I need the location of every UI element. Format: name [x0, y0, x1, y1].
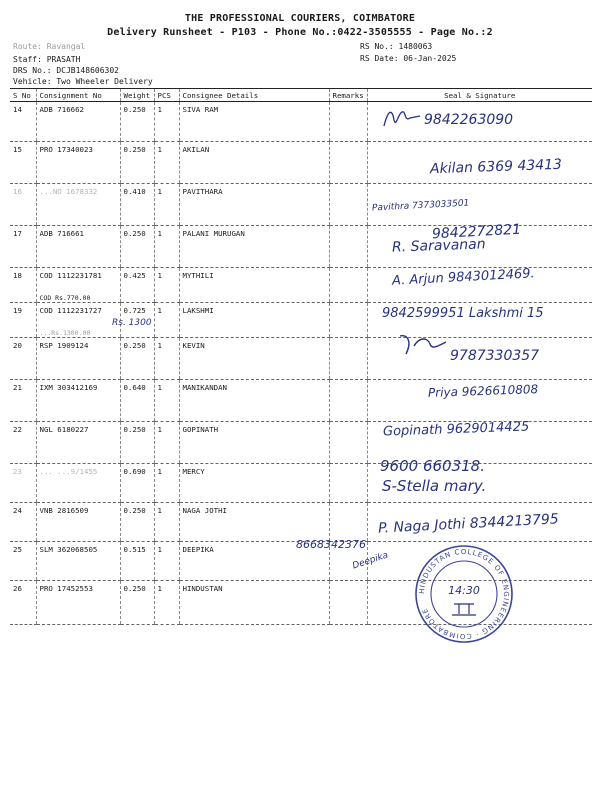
- cell-weight: 0.250: [120, 142, 154, 184]
- cell-signature: [367, 142, 592, 184]
- cell-remarks: [329, 102, 367, 142]
- table-row: [10, 102, 592, 142]
- table-row: [10, 226, 592, 268]
- cell-consignment: [36, 303, 120, 338]
- handwritten-signature: Akilan 6369 43413: [429, 156, 563, 178]
- cell-pcs: 1: [154, 102, 179, 142]
- handwritten-signature: R. Saravanan: [391, 236, 486, 256]
- cell-consignee: NAGA JOTHI: [179, 503, 329, 542]
- handwritten-signature: 9842599951 Lakshmi 15: [382, 306, 544, 321]
- handwritten-phone: 8668342376: [296, 538, 366, 551]
- handwritten-signature: P. Naga Jothi 8344213795: [377, 511, 560, 537]
- cell-pcs: 1: [154, 303, 179, 338]
- cell-consignee: DEEPIKA: [179, 542, 329, 581]
- cell-sno: 19: [10, 303, 36, 338]
- cell-consignment: ...NO 1678332: [36, 184, 120, 226]
- cell-sno: 22: [10, 422, 36, 464]
- cell-consignment: ADB 716661: [36, 226, 120, 268]
- cell-signature: [367, 503, 592, 542]
- col-weight: Weight: [120, 89, 154, 102]
- cell-remarks: [329, 542, 367, 581]
- table-row: [10, 184, 592, 226]
- cell-weight: 0.250: [120, 338, 154, 380]
- cell-weight: 0.250: [120, 581, 154, 625]
- cell-sno: 14: [10, 102, 36, 142]
- cell-pcs: 1: [154, 142, 179, 184]
- cell-pcs: 1: [154, 268, 179, 303]
- cell-signature: [367, 268, 592, 303]
- cell-sno: 23: [10, 464, 36, 503]
- handwritten-signature: S-Stella mary.: [382, 477, 487, 495]
- cell-sno: 26: [10, 581, 36, 625]
- cell-sno: 25: [10, 542, 36, 581]
- cell-consignment: [36, 268, 120, 303]
- signature-scribble: [398, 332, 448, 360]
- table-row: [10, 503, 592, 542]
- cell-remarks: [329, 464, 367, 503]
- cell-consignee: MERCY: [179, 464, 329, 503]
- table-header-row: [10, 89, 592, 102]
- cell-sno: 17: [10, 226, 36, 268]
- rs-number: RS No.: 1480063: [360, 42, 433, 51]
- handwritten-phone: 9600 660318.: [380, 457, 485, 475]
- cod-amount: COD Rs.770.00: [39, 294, 91, 302]
- cell-weight: 0.250: [120, 422, 154, 464]
- cell-remarks: [329, 226, 367, 268]
- table-row: [10, 464, 592, 503]
- cell-pcs: 1: [154, 184, 179, 226]
- handwritten-signature: Deepika: [351, 550, 390, 572]
- col-seal-signature: Seal & Signature: [367, 89, 592, 102]
- col-remarks: Remarks: [329, 89, 367, 102]
- handwritten-signature: Priya 9626610808: [427, 382, 539, 400]
- cell-consignment: IXM 303412169: [36, 380, 120, 422]
- handwritten-phone: 9842263090: [424, 112, 514, 128]
- cell-consignment: PRO 17340023: [36, 142, 120, 184]
- cell-remarks: [329, 303, 367, 338]
- handwritten-signature: Pavithra 7373033501: [371, 198, 470, 214]
- cell-pcs: 1: [154, 503, 179, 542]
- cell-consignment: ... ...9/1455: [36, 464, 120, 503]
- signature-scribble: [382, 106, 422, 132]
- cell-signature: [367, 184, 592, 226]
- cell-consignee: AKILAN: [179, 142, 329, 184]
- cell-consignee: MYTHILI: [179, 268, 329, 303]
- cell-signature: [367, 380, 592, 422]
- cell-sno: 20: [10, 338, 36, 380]
- rs-date: RS Date: 06-Jan-2025: [360, 54, 457, 63]
- cell-consignee: LAKSHMI: [179, 303, 329, 338]
- cell-consignee: HINDUSTAN: [179, 581, 329, 625]
- col-pcs: PCS: [154, 89, 179, 102]
- handwritten-signature: Gopinath 9629014425: [382, 419, 530, 440]
- cell-consignee: SIVA RAM: [179, 102, 329, 142]
- cell-consignment: RSP 1909124: [36, 338, 120, 380]
- cell-weight: 0.250: [120, 226, 154, 268]
- handwritten-phone: 9787330357: [450, 348, 540, 364]
- cell-remarks: [329, 581, 367, 625]
- consignment-number: COD 1112231781: [39, 271, 102, 280]
- cell-consignment: SLM 362068505: [36, 542, 120, 581]
- table-row: [10, 380, 592, 422]
- cod-amount: ...Rs.1300.00: [39, 329, 91, 337]
- cell-weight: 0.425: [120, 268, 154, 303]
- cell-consignment: VNB 2816509: [36, 503, 120, 542]
- cell-consignee: PALANI MURUGAN: [179, 226, 329, 268]
- cell-weight: 0.250: [120, 102, 154, 142]
- cell-weight: 0.690: [120, 464, 154, 503]
- cell-signature: [367, 464, 592, 503]
- company-title: THE PROFESSIONAL COURIERS, COIMBATORE: [184, 13, 416, 24]
- cell-remarks: [329, 503, 367, 542]
- cell-weight: 0.250: [120, 503, 154, 542]
- drs-number: DRS No.: DCJB148606302: [13, 66, 119, 75]
- staff-label: Staff: PRASATH: [13, 55, 81, 64]
- cell-pcs: 1: [154, 464, 179, 503]
- vehicle-label: Vehicle: Two Wheeler Delivery: [13, 77, 153, 86]
- col-consignee: Consignee Details: [179, 89, 329, 102]
- cell-pcs: 1: [154, 338, 179, 380]
- cell-sno: 18: [10, 268, 36, 303]
- col-sno: S No: [10, 89, 36, 102]
- cell-weight: 0.410: [120, 184, 154, 226]
- cell-consignee: GOPINATH: [179, 422, 329, 464]
- cell-sno: 21: [10, 380, 36, 422]
- stamp-text: HINDUSTAN COLLEGE OF ENGINEERING · COIMBATORE: [417, 547, 511, 641]
- consignment-number: COD 1112231727: [39, 306, 102, 315]
- cell-consignment: NGL 6180227: [36, 422, 120, 464]
- cell-remarks: [329, 422, 367, 464]
- cell-remarks: [329, 338, 367, 380]
- cell-consignment: PRO 17452553: [36, 581, 120, 625]
- cell-remarks: [329, 184, 367, 226]
- cell-consignee: KEVIN: [179, 338, 329, 380]
- table-row: [10, 303, 592, 338]
- seal-stamp: [404, 544, 524, 644]
- cell-sno: 16: [10, 184, 36, 226]
- stamp-initials: [452, 604, 476, 615]
- cell-sno: 15: [10, 142, 36, 184]
- cell-consignment: ADB 716662: [36, 102, 120, 142]
- handwritten-phone: 9842272821: [431, 221, 522, 243]
- stamp-time: 14:30: [448, 584, 480, 597]
- table-row: [10, 142, 592, 184]
- cell-pcs: 1: [154, 581, 179, 625]
- table-row: [10, 338, 592, 380]
- cell-pcs: 1: [154, 422, 179, 464]
- cell-signature: [367, 422, 592, 464]
- cell-weight: 0.515: [120, 542, 154, 581]
- handwritten-signature: A. Arjun 9843012469.: [391, 266, 535, 289]
- col-consignment: Consignment No: [36, 89, 120, 102]
- cell-consignee: PAVITHARA: [179, 184, 329, 226]
- table-row: [10, 268, 592, 303]
- runsheet-title: Delivery Runsheet - P103 - Phone No.:0422-3505555 - Page No.:2: [107, 27, 493, 38]
- cell-weight: 0.640: [120, 380, 154, 422]
- cell-pcs: 1: [154, 380, 179, 422]
- handwritten-cod-note: Rs. 1300: [112, 318, 152, 328]
- cell-consignee: MANIKANDAN: [179, 380, 329, 422]
- cell-pcs: 1: [154, 542, 179, 581]
- route-label: Route: Ravangal: [13, 42, 86, 51]
- cell-remarks: [329, 268, 367, 303]
- cell-weight: 0.725: [120, 303, 154, 338]
- cell-remarks: [329, 380, 367, 422]
- cell-remarks: [329, 142, 367, 184]
- cell-pcs: 1: [154, 226, 179, 268]
- table-row: [10, 422, 592, 464]
- cell-sno: 24: [10, 503, 36, 542]
- cell-signature: [367, 226, 592, 268]
